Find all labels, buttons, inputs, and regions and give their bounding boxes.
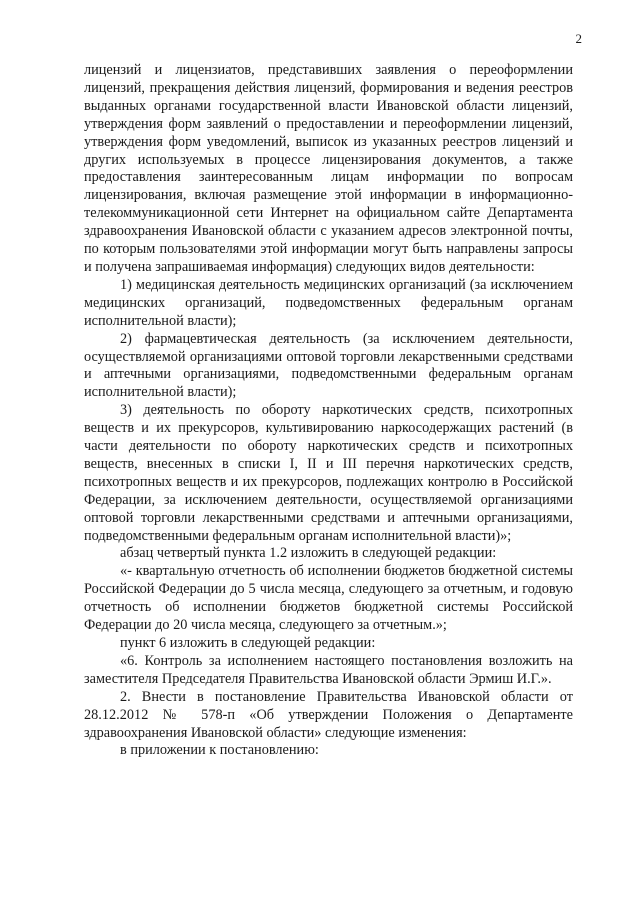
paragraph-3: 2) фармацевтическая деятельность (за исключением деятельности, осуществляемой организациями оптовой торговли лекарственными средствами и аптечными организациями, подведомственными федеральным органам исполнительной власти); [84, 330, 573, 401]
document-body [84, 62, 573, 760]
paragraph-8: «6. Контроль за исполнением настоящего постановления возложить на заместителя Председателя Правительства Ивановской области Эрмиш И.Г.». [84, 652, 573, 687]
paragraph-9: 2. Внести в постановление Правительства Ивановской области от 28.12.2012 № 578-п «Об утверждении Положения о Департаменте здравоохранения Ивановской области» следующие изменения: [84, 688, 573, 741]
paragraph-7: пункт 6 изложить в следующей редакции: [120, 635, 376, 651]
paragraph-10: в приложении к постановлению: [120, 742, 319, 759]
paragraph-6: «- квартальную отчетность об исполнении бюджетов бюджетной системы Российской Федерации до 5 числа месяца, следующего за отчетным, и годовую отчетность об исполнении бюджетов бюджетной системы Российской Федерации до 20 числа месяца, следующего за отчетным.»; [84, 563, 573, 634]
paragraph-4: 3) деятельность по обороту наркотических средств, психотропных веществ и их прекурсоров, культивированию наркосодержащих растений (в части деятельности по обороту наркотических средств и психотропных веществ, внесенных в списки I, II и III перечня наркотических средств, психотропных веществ и их прекурсоров, подлежащих контролю в Российской Федерации, за исключением деятельности, осуществляемой организациями оптовой торговли лекарственными средствами и аптечными организациями, подведомственными федеральным органам исполнительной власти)»; [84, 402, 573, 544]
paragraph-1: лицензий и лицензиатов, представивших заявления о переоформлении лицензий, прекращения действия лицензий, формирования и ведения реестров выданных органами государственной власти Ивановской области лицензий, утверждения форм заявлений о предоставлении и переоформлении лицензий, утверждения форм уведомлений, выписок из указанных реестров лицензий и других используемых в процессе лицензирования документов, а также предоставления заинтересованным лицам информации по вопросам лицензирования, включая размещение этой информации в информационно-телекоммуникационной сети Интернет на официальном сайте Департамента здравоохранения Ивановской области с указанием адресов электронной почты, по которым пользователями этой информации могут быть направлены запросы и получена запрашиваемая информация) следующих видов деятельности: [84, 62, 573, 275]
paragraph-5: абзац четвертый пункта 1.2 изложить в следующей редакции: [120, 545, 497, 562]
paragraph-2: 1) медицинская деятельность медицинских организаций (за исключением медицинских организаций, подведомственных федеральным органам исполнительной власти); [84, 276, 573, 329]
page-number: 2 [575, 31, 582, 46]
